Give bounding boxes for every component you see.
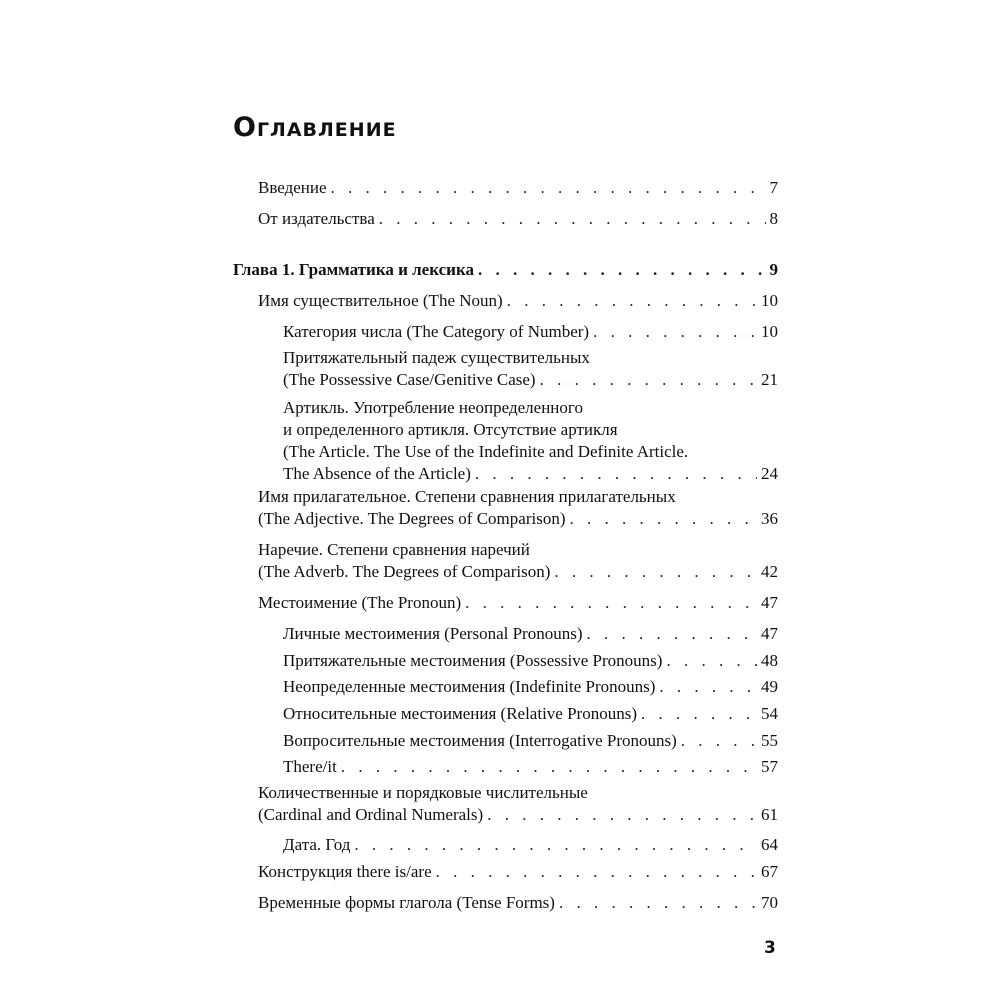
toc-entry-title-line: Вопросительные местоимения (Interrogative Pronouns) [283, 731, 677, 750]
dot-leader [331, 177, 766, 199]
toc-entry-title-line: There/it [283, 757, 337, 776]
dot-leader [569, 508, 757, 530]
toc-entry[interactable] [283, 834, 778, 856]
toc-entry-title-line: Количественные и порядковые числительные [258, 783, 588, 802]
dot-leader [354, 834, 757, 856]
toc-entry-page-number: 47 [761, 593, 778, 612]
toc-entry-page-number: 7 [769, 178, 778, 197]
toc-entry-title-line: Относительные местоимения (Relative Pronouns) [283, 704, 637, 723]
toc-heading: Оглавление [233, 112, 397, 143]
toc-entry-title-line: Конструкция there is/are [258, 862, 432, 881]
dot-leader [478, 259, 766, 281]
toc-entry[interactable] [283, 703, 778, 725]
toc-entry[interactable] [258, 892, 778, 914]
dot-leader [465, 592, 757, 614]
toc-entry-title-line: Дата. Год [283, 835, 351, 854]
toc-entry-page-number: 47 [761, 624, 778, 643]
toc-entry-page-number: 61 [761, 805, 778, 824]
toc-entry-title-line: Имя существительное (The Noun) [258, 291, 503, 310]
toc-entry-title-line: Глава 1. Грамматика и лексика [233, 260, 474, 279]
toc-entry-title-line: Категория числа (The Category of Number) [283, 322, 590, 341]
dot-leader [554, 561, 757, 583]
toc-entry-title-line: (The Adverb. The Degrees of Comparison) [258, 562, 551, 581]
dot-leader [379, 208, 766, 230]
toc-entry-title-line: Местоимение (The Pronoun) [258, 593, 462, 612]
toc-entry[interactable] [283, 623, 778, 645]
toc-entry[interactable] [258, 539, 778, 583]
toc-entry[interactable] [258, 208, 778, 230]
toc-entry-page-number: 9 [769, 260, 778, 279]
toc-entry-title-line: (The Adjective. The Degrees of Comparison) [258, 509, 566, 528]
toc-entry-page-number: 67 [761, 862, 778, 881]
toc-entry-title-line: Притяжательный падеж существительных [283, 348, 590, 367]
toc-entry-title-line: (The Possessive Case/Genitive Case) [283, 370, 536, 389]
toc-entry-page-number: 64 [761, 835, 778, 854]
toc-entry-page-number: 36 [761, 509, 778, 528]
toc-entry[interactable] [283, 650, 778, 672]
toc-entry-page-number: 54 [761, 704, 778, 723]
dot-leader [586, 623, 757, 645]
toc-entry[interactable] [258, 592, 778, 614]
toc-entry-title-line: (Cardinal and Ordinal Numerals) [258, 805, 484, 824]
dot-leader [559, 892, 757, 914]
dot-leader [507, 290, 757, 312]
toc-entry-title-line: Личные местоимения (Personal Pronouns) [283, 624, 583, 643]
toc-entry-page-number: 48 [761, 651, 778, 670]
toc-entry-title-line: и определенного артикля. Отсутствие артикля [283, 420, 618, 439]
toc-entry-title-line: Притяжательные местоимения (Possessive Pronouns) [283, 651, 663, 670]
dot-leader [436, 861, 757, 883]
toc-entry[interactable] [258, 290, 778, 312]
toc-entry[interactable] [233, 259, 778, 281]
dot-leader [666, 650, 757, 672]
dot-leader [641, 703, 757, 725]
toc-entry-title-line: The Absence of the Article) [283, 464, 471, 483]
toc-entry-title-line: Имя прилагательное. Степени сравнения прилагательных [258, 487, 676, 506]
page-number: 3 [764, 938, 776, 958]
toc-entry[interactable] [258, 861, 778, 883]
toc-entry[interactable] [283, 321, 778, 343]
toc-entry-title-line: От издательства [258, 209, 375, 228]
toc-entry[interactable] [283, 730, 778, 752]
toc-entry-page-number: 57 [761, 757, 778, 776]
toc-entry-page-number: 8 [769, 209, 778, 228]
dot-leader [681, 730, 757, 752]
dot-leader [475, 463, 757, 485]
toc-entry-page-number: 42 [761, 562, 778, 581]
dot-leader [341, 756, 757, 778]
toc-entry-page-number: 70 [761, 893, 778, 912]
toc-entry-title-line: Временные формы глагола (Tense Forms) [258, 893, 555, 912]
toc-entry[interactable] [258, 177, 778, 199]
toc-entry-title-line: Введение [258, 178, 327, 197]
toc-entry-page-number: 55 [761, 731, 778, 750]
dot-leader [540, 369, 757, 391]
toc-entry[interactable] [283, 676, 778, 698]
toc-entry[interactable] [258, 782, 778, 826]
toc-entry-page-number: 24 [761, 464, 778, 483]
dot-leader [659, 676, 757, 698]
toc-entry-page-number: 21 [761, 370, 778, 389]
toc-entry-page-number: 49 [761, 677, 778, 696]
toc-entry[interactable] [283, 347, 778, 391]
toc-entry-title-line: (The Article. The Use of the Indefinite and Definite Article. [283, 442, 689, 461]
toc-entry-title-line: Наречие. Степени сравнения наречий [258, 540, 530, 559]
toc-entry[interactable] [283, 397, 778, 485]
toc-entry-title-line: Артикль. Употребление неопределенного [283, 398, 583, 417]
toc-entry[interactable] [258, 486, 778, 530]
toc-entry-title-line: Неопределенные местоимения (Indefinite Pronouns) [283, 677, 656, 696]
toc-entry-page-number: 10 [761, 291, 778, 310]
toc-entry-page-number: 10 [761, 322, 778, 341]
toc-entry[interactable] [283, 756, 778, 778]
dot-leader [593, 321, 757, 343]
dot-leader [487, 804, 757, 826]
